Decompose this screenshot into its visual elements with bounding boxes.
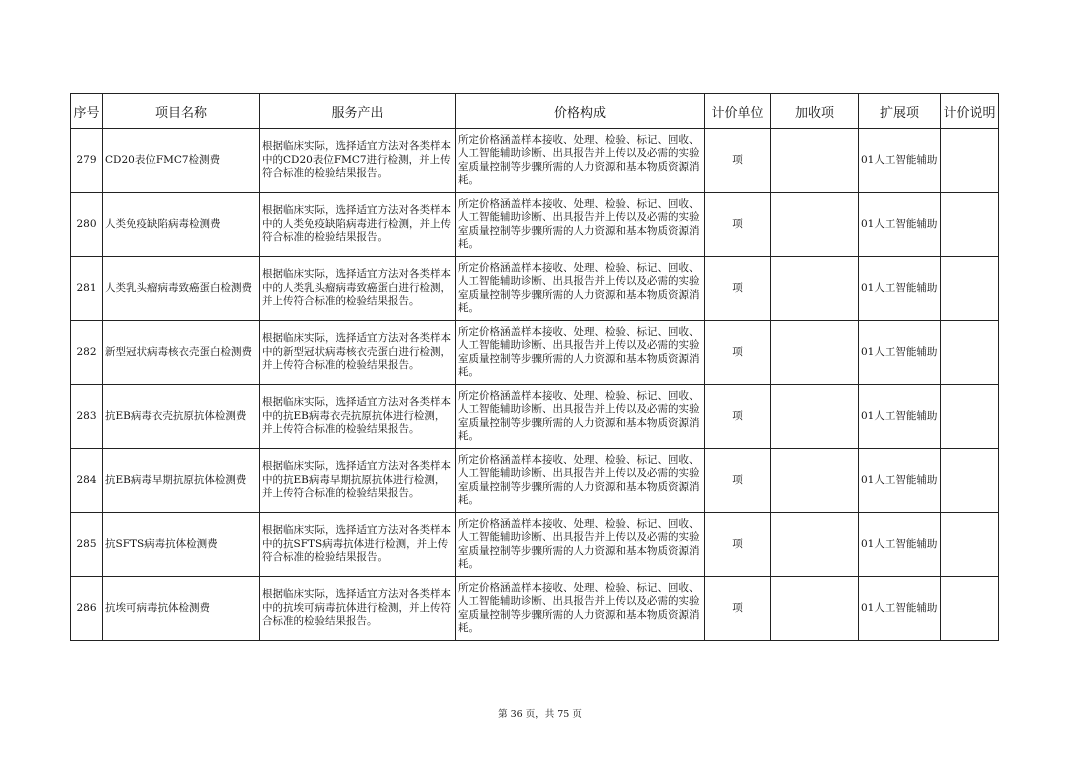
cell-pricing-unit: 项 [705, 577, 771, 641]
table-body [71, 129, 999, 641]
cell-extension: 01人工智能辅助 [859, 385, 941, 449]
cell-extension: 01人工智能辅助 [859, 193, 941, 257]
cell-pricing-unit: 项 [705, 513, 771, 577]
cell-service-output: 根据临床实际，选择适宜方法对各类样本中的新型冠状病毒核衣壳蛋白进行检测，并上传符合标准的检验结果报告。 [260, 321, 456, 385]
cell-item-name: 抗EB病毒早期抗原抗体检测费 [103, 449, 260, 513]
table-row [71, 385, 999, 449]
cell-surcharge [771, 257, 859, 321]
cell-price-composition: 所定价格涵盖样本接收、处理、检验、标记、回收、人工智能辅助诊断、出具报告并上传以及必需的实验室质量控制等步骤所需的人力资源和基本物质资源消耗。 [456, 449, 705, 513]
cell-item-name: 新型冠状病毒核衣壳蛋白检测费 [103, 321, 260, 385]
cell-pricing-unit: 项 [705, 129, 771, 193]
cell-surcharge [771, 577, 859, 641]
cell-item-name: 抗SFTS病毒抗体检测费 [103, 513, 260, 577]
cell-service-output: 根据临床实际，选择适宜方法对各类样本中的抗EB病毒早期抗原抗体进行检测，并上传符合标准的检验结果报告。 [260, 449, 456, 513]
cell-price-composition: 所定价格涵盖样本接收、处理、检验、标记、回收、人工智能辅助诊断、出具报告并上传以及必需的实验室质量控制等步骤所需的人力资源和基本物质资源消耗。 [456, 321, 705, 385]
cell-pricing-unit: 项 [705, 321, 771, 385]
cell-seq: 279 [71, 129, 103, 193]
cell-service-output: 根据临床实际，选择适宜方法对各类样本中的人类乳头瘤病毒致癌蛋白进行检测，并上传符合标准的检验结果报告。 [260, 257, 456, 321]
cell-price-composition: 所定价格涵盖样本接收、处理、检验、标记、回收、人工智能辅助诊断、出具报告并上传以及必需的实验室质量控制等步骤所需的人力资源和基本物质资源消耗。 [456, 129, 705, 193]
cell-item-name: CD20表位FMC7检测费 [103, 129, 260, 193]
cell-seq: 286 [71, 577, 103, 641]
cell-seq: 281 [71, 257, 103, 321]
cell-extension: 01人工智能辅助 [859, 577, 941, 641]
table-row [71, 257, 999, 321]
cell-extension: 01人工智能辅助 [859, 449, 941, 513]
header-surcharge: 加收项 [771, 94, 859, 129]
table-row [71, 577, 999, 641]
header-extension: 扩展项 [859, 94, 941, 129]
cell-extension: 01人工智能辅助 [859, 513, 941, 577]
cell-price-composition: 所定价格涵盖样本接收、处理、检验、标记、回收、人工智能辅助诊断、出具报告并上传以及必需的实验室质量控制等步骤所需的人力资源和基本物质资源消耗。 [456, 193, 705, 257]
cell-pricing-unit: 项 [705, 449, 771, 513]
cell-item-name: 人类乳头瘤病毒致癌蛋白检测费 [103, 257, 260, 321]
cell-pricing-note [941, 321, 999, 385]
cell-seq: 280 [71, 193, 103, 257]
header-pricing-note: 计价说明 [941, 94, 999, 129]
table-row [71, 129, 999, 193]
cell-seq: 284 [71, 449, 103, 513]
cell-pricing-note [941, 513, 999, 577]
cell-surcharge [771, 385, 859, 449]
cell-pricing-note [941, 577, 999, 641]
header-service-output: 服务产出 [260, 94, 456, 129]
cell-seq: 285 [71, 513, 103, 577]
cell-price-composition: 所定价格涵盖样本接收、处理、检验、标记、回收、人工智能辅助诊断、出具报告并上传以及必需的实验室质量控制等步骤所需的人力资源和基本物质资源消耗。 [456, 513, 705, 577]
cell-price-composition: 所定价格涵盖样本接收、处理、检验、标记、回收、人工智能辅助诊断、出具报告并上传以及必需的实验室质量控制等步骤所需的人力资源和基本物质资源消耗。 [456, 257, 705, 321]
page-footer: 第 36 页，共 75 页 [498, 709, 582, 720]
cell-service-output: 根据临床实际，选择适宜方法对各类样本中的CD20表位FMC7进行检测，并上传符合标准的检验结果报告。 [260, 129, 456, 193]
cell-price-composition: 所定价格涵盖样本接收、处理、检验、标记、回收、人工智能辅助诊断、出具报告并上传以及必需的实验室质量控制等步骤所需的人力资源和基本物质资源消耗。 [456, 577, 705, 641]
cell-surcharge [771, 321, 859, 385]
cell-surcharge [771, 193, 859, 257]
pricing-table [70, 93, 999, 641]
cell-service-output: 根据临床实际，选择适宜方法对各类样本中的抗SFTS病毒抗体进行检测，并上传符合标准的检验结果报告。 [260, 513, 456, 577]
table-header-row [71, 94, 999, 129]
table-row [71, 449, 999, 513]
cell-pricing-unit: 项 [705, 385, 771, 449]
cell-surcharge [771, 129, 859, 193]
cell-pricing-note [941, 129, 999, 193]
cell-pricing-note [941, 257, 999, 321]
cell-item-name: 抗埃可病毒抗体检测费 [103, 577, 260, 641]
cell-extension: 01人工智能辅助 [859, 129, 941, 193]
table-row [71, 193, 999, 257]
cell-service-output: 根据临床实际，选择适宜方法对各类样本中的人类免疫缺陷病毒进行检测，并上传符合标准的检验结果报告。 [260, 193, 456, 257]
cell-price-composition: 所定价格涵盖样本接收、处理、检验、标记、回收、人工智能辅助诊断、出具报告并上传以及必需的实验室质量控制等步骤所需的人力资源和基本物质资源消耗。 [456, 385, 705, 449]
header-seq: 序号 [71, 94, 103, 129]
table-row [71, 321, 999, 385]
cell-extension: 01人工智能辅助 [859, 321, 941, 385]
cell-pricing-unit: 项 [705, 193, 771, 257]
cell-seq: 283 [71, 385, 103, 449]
header-item-name: 项目名称 [103, 94, 260, 129]
cell-pricing-note [941, 193, 999, 257]
header-price-composition: 价格构成 [456, 94, 705, 129]
cell-surcharge [771, 449, 859, 513]
cell-pricing-unit: 项 [705, 257, 771, 321]
cell-seq: 282 [71, 321, 103, 385]
table-row [71, 513, 999, 577]
cell-pricing-note [941, 385, 999, 449]
cell-extension: 01人工智能辅助 [859, 257, 941, 321]
cell-pricing-note [941, 449, 999, 513]
cell-surcharge [771, 513, 859, 577]
header-pricing-unit: 计价单位 [705, 94, 771, 129]
cell-item-name: 人类免疫缺陷病毒检测费 [103, 193, 260, 257]
cell-service-output: 根据临床实际，选择适宜方法对各类样本中的抗EB病毒衣壳抗原抗体进行检测，并上传符合标准的检验结果报告。 [260, 385, 456, 449]
cell-item-name: 抗EB病毒衣壳抗原抗体检测费 [103, 385, 260, 449]
cell-service-output: 根据临床实际，选择适宜方法对各类样本中的抗埃可病毒抗体进行检测，并上传符合标准的检验结果报告。 [260, 577, 456, 641]
